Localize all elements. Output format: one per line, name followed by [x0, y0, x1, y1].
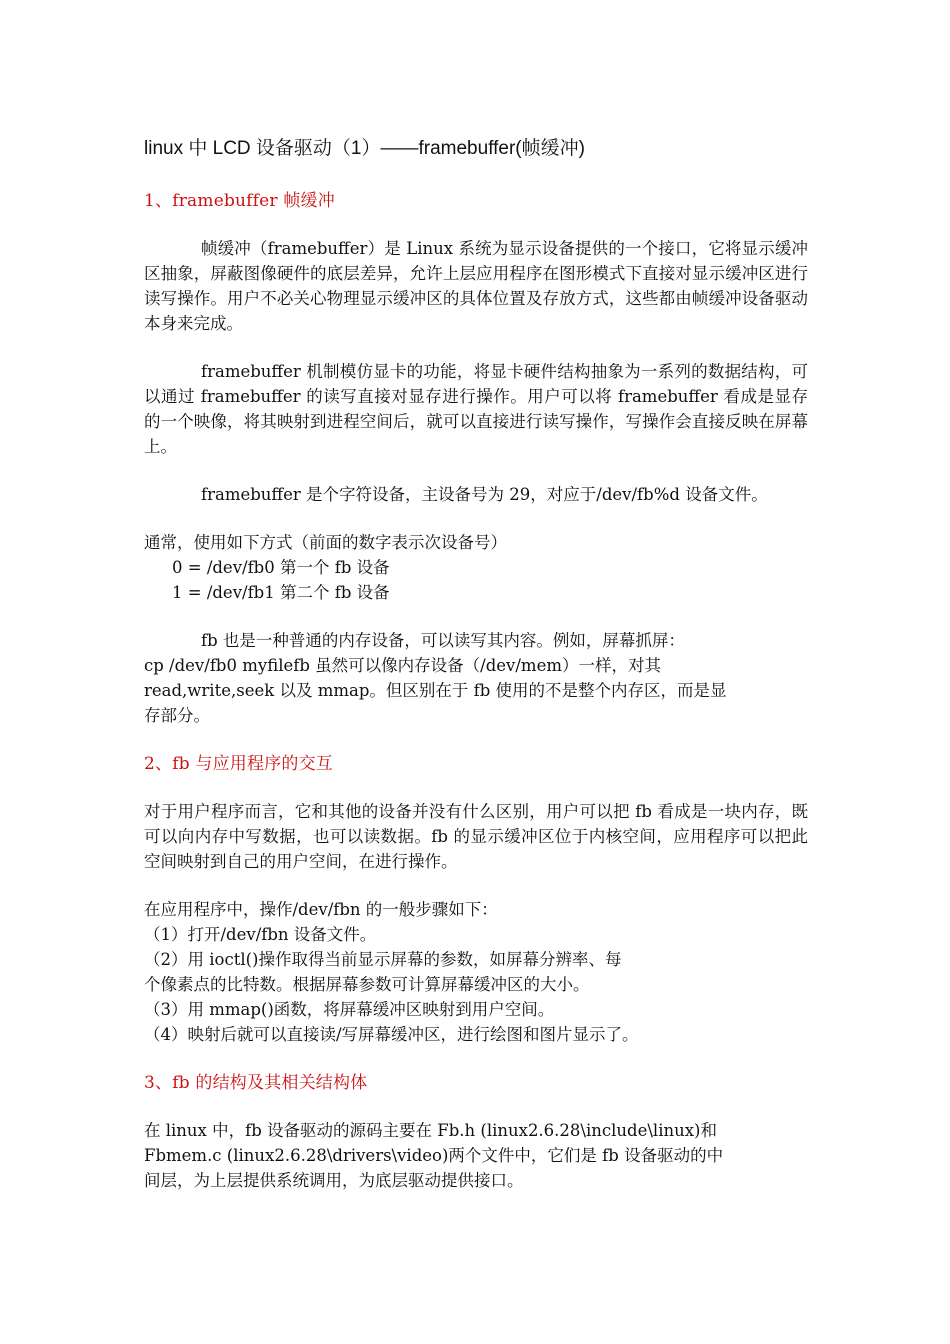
section-2-heading: 2、fb 与应用程序的交互 [144, 754, 333, 774]
section-1-paragraph-1: 帧缓冲（framebuffer）是 Linux 系统为显示设备提供的一个接口，它将显示缓冲区抽象，屏蔽图像硬件的底层差异，允许上层应用程序在图形模式下直接对显示缓冲区进行读写操作。用户不必关心物理显示缓冲区的具体位置及存放方式，这些都由帧缓冲设备驱动本身来完成。 [144, 239, 808, 333]
step-3: （3）用 mmap()函数，将屏幕缓冲区映射到用户空间。 [144, 1000, 555, 1019]
section-1-paragraph-4 [144, 628, 808, 728]
usage-intro: 通常，使用如下方式（前面的数字表示次设备号） [144, 533, 507, 552]
paragraph-4-line-1: fb 也是一种普通的内存设备，可以读写其内容。例如，屏幕抓屏： [201, 631, 685, 650]
document-title: linux 中 LCD 设备驱动（1）——framebuffer(帧缓冲) [144, 138, 585, 159]
step-1: （1）打开/dev/fbn 设备文件。 [144, 925, 377, 944]
section-1-paragraph-3: framebuffer 是个字符设备，主设备号为 29，对应于/dev/fb%d 设备文件。 [201, 485, 768, 504]
section-3-heading: 3、fb 的结构及其相关结构体 [144, 1073, 368, 1093]
section-1-heading: 1、framebuffer 帧缓冲 [144, 191, 335, 211]
usage-line-1: 0 = /dev/fb0 第一个 fb 设备 [172, 558, 390, 577]
section-3-paragraph-1 [144, 1118, 808, 1193]
paragraph-4-line-4: 存部分。 [144, 706, 210, 725]
step-2-line-1: （2）用 ioctl()操作取得当前显示屏幕的参数，如屏幕分辨率、每 [144, 950, 622, 969]
usage-block [144, 530, 808, 605]
usage-line-2: 1 = /dev/fb1 第二个 fb 设备 [172, 583, 390, 602]
paragraph-4-line-2: cp /dev/fb0 myfilefb 虽然可以像内存设备（/dev/mem）一样，对其 [144, 656, 661, 675]
step-4: （4）映射后就可以直接读/写屏幕缓冲区，进行绘图和图片显示了。 [144, 1025, 639, 1044]
section-3-line-2: Fbmem.c (linux2.6.28\drivers\video)两个文件中，它们是 fb 设备驱动的中 [144, 1146, 724, 1165]
section-3-line-3: 间层，为上层提供系统调用，为底层驱动提供接口。 [144, 1171, 524, 1190]
document-page [144, 134, 808, 1216]
steps-intro: 在应用程序中，操作/dev/fbn 的一般步骤如下： [144, 900, 498, 919]
step-2-line-2: 个像素点的比特数。根据屏幕参数可计算屏幕缓冲区的大小。 [144, 975, 590, 994]
section-2-paragraph-1: 对于用户程序而言，它和其他的设备并没有什么区别，用户可以把 fb 看成是一块内存，既可以向内存中写数据，也可以读数据。fb 的显示缓冲区位于内核空间，应用程序可以把此空间映射到自己的用户空间，在进行操作。 [144, 802, 808, 871]
section-1-paragraph-2: framebuffer 机制模仿显卡的功能，将显卡硬件结构抽象为一系列的数据结构，可以通过 framebuffer 的读写直接对显存进行操作。用户可以将 framebuffer 看成是显存的一个映像，将其映射到进程空间后，就可以直接进行读写操作，写操作会直接反映在屏幕上。 [144, 362, 808, 456]
section-3-line-1: 在 linux 中，fb 设备驱动的源码主要在 Fb.h (linux2.6.28\include\linux)和 [144, 1121, 717, 1140]
paragraph-4-line-3: read,write,seek 以及 mmap。但区别在于 fb 使用的不是整个内存区，而是显 [144, 681, 727, 700]
steps-block [144, 897, 808, 1047]
